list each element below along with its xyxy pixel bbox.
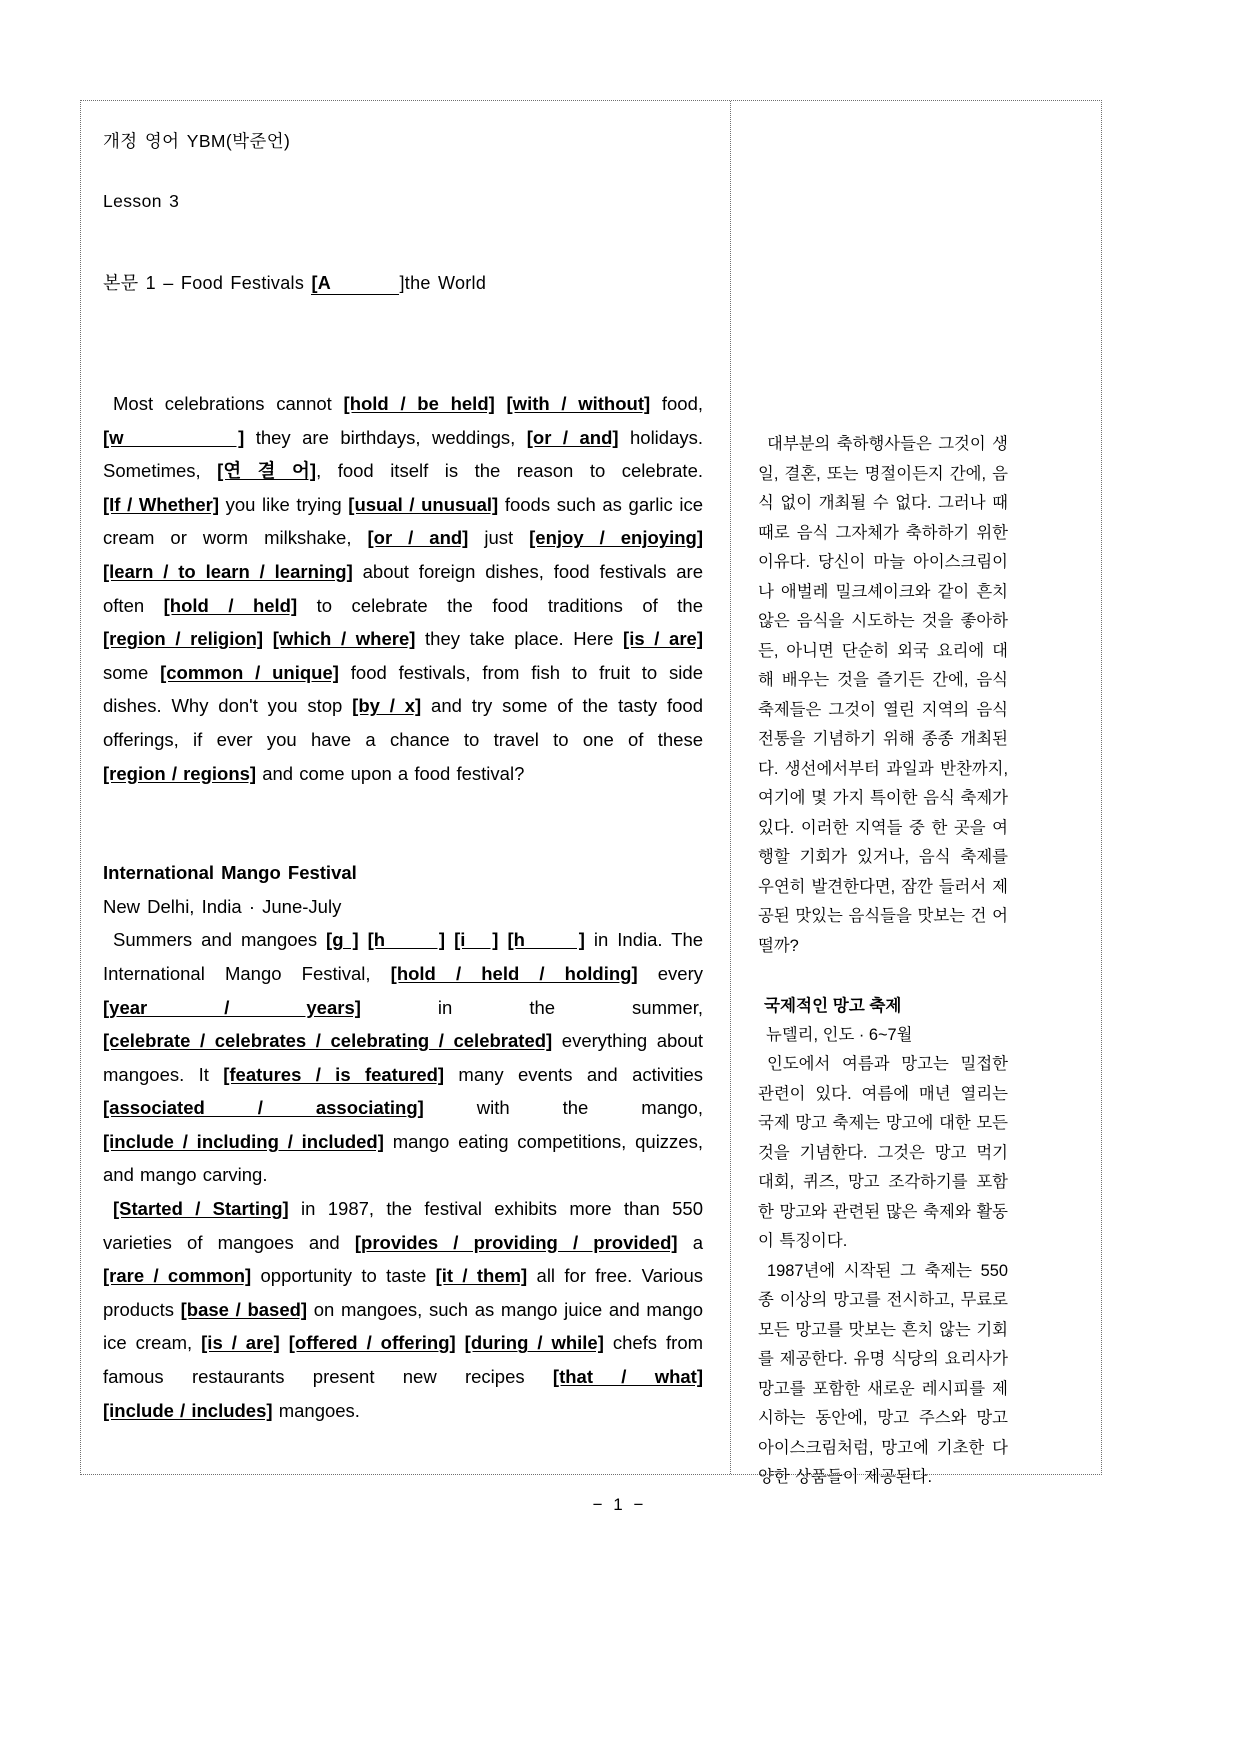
- choice-common-unique[interactable]: [common / unique]: [160, 661, 339, 683]
- gapfill-i[interactable]: [i ]: [454, 929, 499, 951]
- korean-festival-location-date: 뉴델리, 인도 · 6~7월: [766, 1025, 913, 1044]
- text-seg: mango eating competitions, quizzes, and mango carving.: [103, 1130, 703, 1186]
- text-seg: mangoes.: [272, 1399, 360, 1421]
- choice-base-based[interactable]: [base / based]: [180, 1298, 308, 1320]
- choice-hold-held[interactable]: [hold / held]: [163, 594, 298, 616]
- festival-title: International Mango Festival: [103, 862, 357, 884]
- choice-or-and-2[interactable]: [or / and]: [367, 527, 469, 549]
- text-seg: [445, 929, 454, 950]
- text-seg: in the summer,: [360, 996, 703, 1018]
- choice-if-whether[interactable]: [If / Whether]: [103, 493, 219, 515]
- text-seg: in 1987, the festival exhibits more than 550 varieties of mangoes and: [103, 1198, 704, 1253]
- choice-learn-to-learn-learning[interactable]: [learn / to learn / learning]: [103, 560, 353, 582]
- choice-celebrate-forms[interactable]: [celebrate / celebrates / celebrating / celebrated]: [103, 1030, 553, 1052]
- choice-associated-associating[interactable]: [associated / associating]: [103, 1097, 424, 1119]
- choice-rare-common[interactable]: [rare / common]: [103, 1265, 252, 1287]
- text-seg: holidays. Sometimes,: [103, 426, 704, 482]
- text-seg: [495, 393, 507, 414]
- choice-year-years[interactable]: [year / years]: [103, 996, 361, 1018]
- text-seg: everything about mangoes. It: [103, 1030, 703, 1085]
- choice-include-including-included[interactable]: [include / including / included]: [103, 1130, 384, 1152]
- text-seg: all for free. Various products: [103, 1265, 703, 1320]
- english-paragraph-3: [103, 1192, 703, 1427]
- text-seg: [456, 1332, 465, 1353]
- text-seg: some: [103, 661, 161, 683]
- text-seg: with the mango,: [423, 1097, 703, 1119]
- section-blank: [A: [311, 273, 399, 295]
- section-suffix: the World: [404, 273, 487, 293]
- text-seg: they take place. Here: [415, 628, 624, 650]
- text-seg: and try some of the tasty food offerings, if ever you have a chance to travel to one of these: [103, 695, 703, 750]
- choice-include-includes[interactable]: [include / includes]: [103, 1399, 273, 1421]
- text-seg: every: [637, 962, 703, 984]
- text-seg: chefs from famous restaurants present new recipes: [103, 1332, 704, 1388]
- text-seg: and come upon a food festival?: [256, 762, 525, 784]
- text-seg: about foreign dishes, food festivals are often: [103, 560, 704, 616]
- choice-hold-held-holding[interactable]: [hold / held / holding]: [390, 962, 638, 984]
- text-seg: [359, 929, 368, 950]
- text-seg: in India. The International Mango Festival,: [103, 929, 704, 984]
- gapfill-g[interactable]: [g ]: [326, 929, 359, 951]
- choice-is-are-1[interactable]: [is / are]: [623, 628, 703, 650]
- korean-festival-title: 국제적인 망고 축제: [764, 996, 902, 1015]
- gapfill-w[interactable]: [w ]: [103, 426, 245, 448]
- choice-which-where[interactable]: [which / where]: [272, 628, 416, 650]
- section-heading: [103, 269, 703, 295]
- section-prefix: 본문 1 – Food Festivals: [103, 273, 312, 293]
- section-blank-close: ]: [399, 273, 405, 293]
- english-column: [103, 128, 703, 1427]
- korean-paragraph-2: 인도에서 여름과 망고는 밀접한 관련이 있다. 여름에 매년 열리는 국제 망고 축제는 망고에 대한 모든 것을 기념한다. 그것은 망고 먹기 대회, 퀴즈, 망고 조각하기를 포함한 망고와 관련된 많은 축제와 활동이 특징이다.: [758, 1055, 1008, 1250]
- text-seg: , food itself is the reason to celebrate.: [316, 460, 703, 482]
- text-seg: on mangoes, such as mango juice and mango ice cream,: [103, 1298, 703, 1354]
- column-divider: [730, 101, 731, 1474]
- choice-with-without[interactable]: [with / without]: [506, 393, 651, 414]
- text-seg: you like trying: [219, 493, 349, 515]
- text-seg: many events and activities: [444, 1063, 704, 1085]
- festival-location-date: New Delhi, India · June-July: [103, 895, 342, 917]
- choice-hold-be-held[interactable]: [hold / be held]: [343, 393, 495, 414]
- choice-started-starting[interactable]: [Started / Starting]: [113, 1198, 289, 1220]
- choice-offered-offering[interactable]: [offered / offering]: [288, 1332, 456, 1354]
- text-seg: foods such as garlic ice cream or worm milkshake,: [103, 493, 704, 549]
- choice-region-regions[interactable]: [region / regions]: [103, 762, 257, 784]
- course-title: 개정 영어 YBM(박준언): [103, 131, 291, 151]
- text-seg: food festivals, from fish to fruit to side dishes. Why don't you stop: [103, 661, 703, 717]
- choice-region-religion[interactable]: [region / religion]: [103, 628, 264, 650]
- choice-usual-unusual[interactable]: [usual / unusual]: [348, 493, 499, 515]
- choice-connective-korean[interactable]: [연 결 어]: [217, 460, 317, 482]
- korean-paragraph-spacer: [758, 961, 1008, 991]
- text-seg: Most celebrations cannot: [113, 393, 344, 414]
- paragraph-spacer: [103, 790, 703, 856]
- choice-enjoy-enjoying[interactable]: [enjoy / enjoying]: [529, 527, 703, 549]
- korean-paragraph-3: 1987년에 시작된 그 축제는 550종 이상의 망고를 전시하고, 무료로 모든 망고를 맛보는 흔치 않는 기회를 제공한다. 유명 식당의 요리사가 망고를 포함한 새로운 레시피를 제시하는 동안에, 망고 주스와 망고 아이스크림처럼, 망고에 기초한 다양한 상품들이 제공된다.: [758, 1261, 1008, 1486]
- choice-it-them[interactable]: [it / them]: [435, 1265, 528, 1287]
- gapfill-h-2[interactable]: [h ]: [507, 929, 585, 951]
- choice-features-is-featured[interactable]: [features / is featured]: [223, 1063, 445, 1085]
- text-seg: opportunity to taste: [251, 1265, 436, 1287]
- choice-provides-providing-provided[interactable]: [provides / providing / provided]: [354, 1231, 678, 1253]
- text-seg: food,: [650, 393, 704, 414]
- text-seg: a: [677, 1231, 703, 1253]
- text-seg: just: [468, 527, 530, 549]
- choice-by-x[interactable]: [by / x]: [352, 695, 422, 717]
- page-number: − 1 −: [592, 1495, 647, 1514]
- choice-or-and-1[interactable]: [or / and]: [526, 426, 619, 448]
- choice-during-while[interactable]: [during / while]: [464, 1332, 604, 1354]
- english-paragraph-1: [103, 387, 703, 790]
- choice-is-are-2[interactable]: [is / are]: [201, 1332, 280, 1354]
- lesson-label: Lesson 3: [103, 191, 180, 211]
- korean-paragraph-1: 대부분의 축하행사들은 그것이 생일, 결혼, 또는 명절이든지 간에, 음식 없이 개최될 수 없다. 그러나 때때로 음식 그자체가 축하하기 위한 이유다. 당신이 마늘 아이스크림이나 애벌레 밀크셰이크와 같이 흔치않은 음식을 시도하는 것을 좋아하든, 아니면 단순히 외국 요리에 대해 배우는 것을 즐기든 간에, 음식 축제들은 그것이 열린 지역의 음식 전통을 기념하기 위해 종종 개최된다. 생선에서부터 과일과 반찬까지, 여기에 몇 가지 특이한 음식 축제가 있다. 이러한 지역들 중 한 곳을 여행할 기회가 있거나, 음식 축제를 우연히 발견한다면, 잠깐 들러서 제공된 맛있는 음식들을 맛보는 건 어떨까?: [758, 435, 1008, 955]
- korean-column: [758, 430, 1008, 1493]
- english-paragraph-2: [103, 923, 703, 1192]
- text-seg: [263, 628, 273, 649]
- choice-that-what[interactable]: [that / what]: [552, 1366, 703, 1388]
- text-seg: to celebrate the food traditions of the: [297, 594, 703, 616]
- text-seg: [280, 1332, 289, 1353]
- text-seg: Summers and mangoes: [113, 929, 327, 951]
- gapfill-h-1[interactable]: [h ]: [367, 929, 446, 951]
- text-seg: they are birthdays, weddings,: [244, 426, 527, 448]
